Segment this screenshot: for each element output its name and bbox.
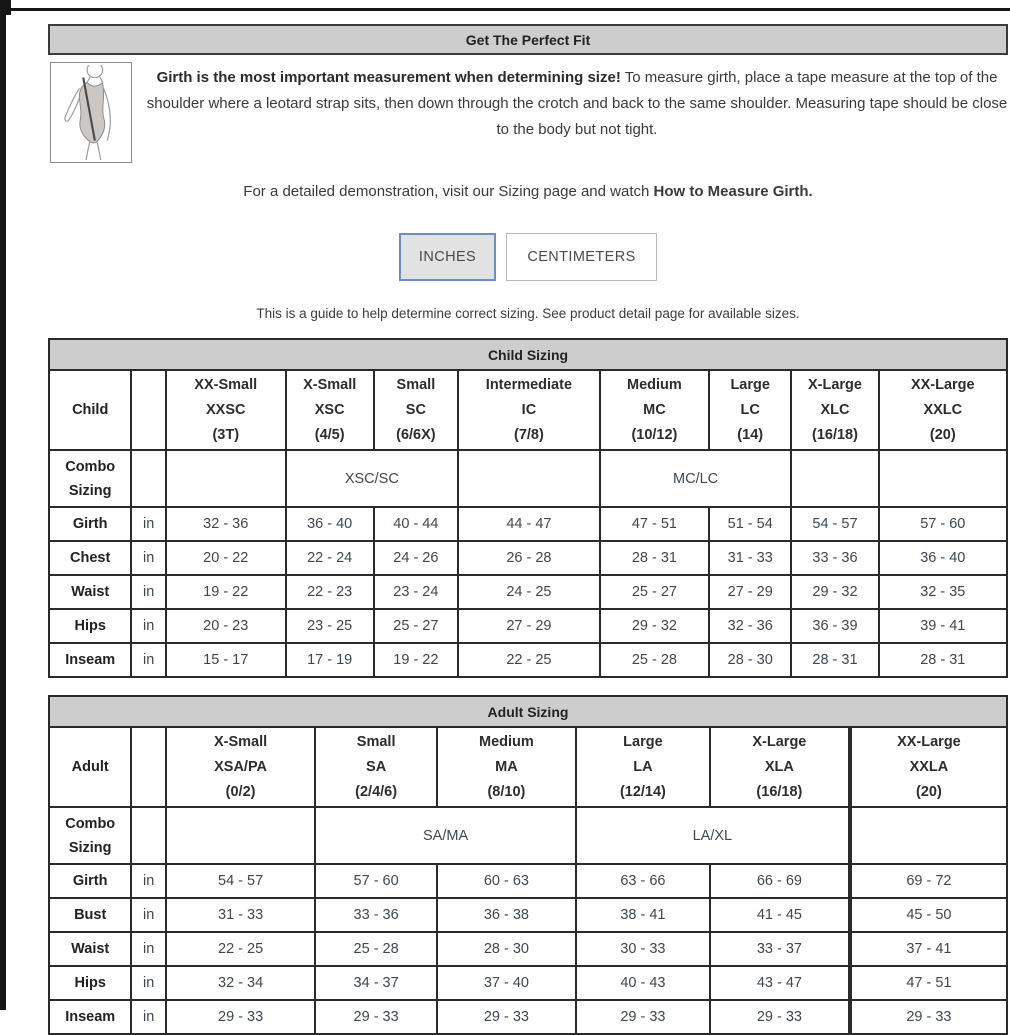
measurement-value: 32 - 34 [166, 966, 315, 1000]
measurement-value: 43 - 47 [710, 966, 850, 1000]
measurement-value: 29 - 32 [600, 609, 709, 643]
child-sizing-table [48, 338, 1008, 678]
page-title: Get The Perfect Fit [48, 24, 1008, 55]
measurement-value: 25 - 27 [600, 575, 709, 609]
measurement-value: 57 - 60 [879, 507, 1007, 541]
combo-sizing-cell: LA/XL [576, 807, 850, 864]
demo-text [48, 167, 1008, 200]
measurement-label: Hips [49, 609, 131, 643]
unit-toggle-group [48, 233, 1008, 281]
measurement-value: 28 - 31 [791, 643, 878, 677]
measurement-value: 40 - 44 [374, 507, 458, 541]
sizing-guide-panel [48, 0, 1008, 1035]
inches-button[interactable]: INCHES [399, 233, 496, 281]
demo-text-prefix: For a detailed demonstration, visit our Sizing page and watch [243, 183, 654, 200]
screenshot-corner-border [0, 0, 11, 15]
unit-header-cell [131, 370, 165, 450]
measurement-value: 23 - 25 [286, 609, 374, 643]
measurement-value: 28 - 31 [879, 643, 1007, 677]
measurement-value: 41 - 45 [710, 898, 850, 932]
measurement-value: 22 - 23 [286, 575, 374, 609]
size-column-header: X-Large XLA (16/18) [710, 727, 850, 807]
size-column-header: XX-Small XXSC (3T) [166, 370, 286, 450]
combo-sizing-label: Combo Sizing [49, 807, 131, 864]
measurement-value: 36 - 40 [879, 541, 1007, 575]
sizing-guide-note: This is a guide to help determine correct sizing. See product detail page for available sizes. [256, 306, 800, 321]
measurement-value: 36 - 40 [286, 507, 374, 541]
measurement-value: 28 - 30 [709, 643, 791, 677]
girth-instructions-bold-lead: Girth is the most important measurement when determining size! [156, 69, 621, 86]
measurement-value: 24 - 25 [458, 575, 600, 609]
screenshot-left-border [0, 0, 6, 1010]
measurement-value: 57 - 60 [315, 864, 437, 898]
measurement-label: Inseam [49, 1000, 131, 1034]
measurement-value: 37 - 41 [850, 932, 1007, 966]
adult-sizing-table [48, 695, 1008, 1035]
measurement-value: 23 - 24 [374, 575, 458, 609]
measurement-value: 20 - 23 [166, 609, 286, 643]
size-column-header: X-Small XSC (4/5) [286, 370, 374, 450]
measurement-value: 33 - 37 [710, 932, 850, 966]
combo-sizing-cell [166, 450, 286, 507]
measurement-value: 33 - 36 [791, 541, 878, 575]
unit-cell: in [131, 966, 165, 1000]
measurement-value: 25 - 28 [600, 643, 709, 677]
measurement-value: 44 - 47 [458, 507, 600, 541]
measurement-label: Girth [49, 864, 131, 898]
measurement-label: Girth [49, 507, 131, 541]
measurement-value: 22 - 24 [286, 541, 374, 575]
measurement-value: 38 - 41 [576, 898, 710, 932]
measurement-value: 36 - 39 [791, 609, 878, 643]
measurement-label: Bust [49, 898, 131, 932]
measurement-value: 34 - 37 [315, 966, 437, 1000]
size-column-header: XX-Large XXLA (20) [850, 727, 1007, 807]
measurement-value: 19 - 22 [166, 575, 286, 609]
measurement-label: Chest [49, 541, 131, 575]
measurement-value: 33 - 36 [315, 898, 437, 932]
measurement-value: 47 - 51 [600, 507, 709, 541]
combo-sizing-cell: MC/LC [600, 450, 792, 507]
unit-cell: in [131, 507, 165, 541]
size-column-header: X-Small XSA/PA (0/2) [166, 727, 315, 807]
table-title: Child Sizing [49, 339, 1007, 370]
combo-sizing-cell: SA/MA [315, 807, 576, 864]
unit-cell: in [131, 1000, 165, 1034]
measurement-value: 54 - 57 [166, 864, 315, 898]
measurement-value: 25 - 28 [315, 932, 437, 966]
measurement-value: 27 - 29 [458, 609, 600, 643]
girth-intro-section [48, 62, 1008, 200]
measurement-label: Waist [49, 932, 131, 966]
unit-cell: in [131, 609, 165, 643]
measurement-value: 47 - 51 [850, 966, 1007, 1000]
measurement-value: 29 - 32 [791, 575, 878, 609]
unit-cell: in [131, 864, 165, 898]
measurement-value: 51 - 54 [709, 507, 791, 541]
measurement-value: 63 - 66 [576, 864, 710, 898]
measurement-value: 22 - 25 [166, 932, 315, 966]
measurement-value: 60 - 63 [437, 864, 576, 898]
combo-sizing-cell [166, 807, 315, 864]
leotard-shape [79, 82, 104, 143]
size-column-header: Medium MC (10/12) [600, 370, 709, 450]
unit-cell: in [131, 932, 165, 966]
measurement-value: 24 - 26 [374, 541, 458, 575]
size-column-header: Large LA (12/14) [576, 727, 710, 807]
measurement-label: Hips [49, 966, 131, 1000]
combo-sizing-cell [850, 807, 1007, 864]
measurement-value: 37 - 40 [437, 966, 576, 1000]
measurement-value: 19 - 22 [374, 643, 458, 677]
measurement-value: 69 - 72 [850, 864, 1007, 898]
size-column-header: XX-Large XXLC (20) [879, 370, 1007, 450]
measurement-value: 28 - 30 [437, 932, 576, 966]
measurement-value: 29 - 33 [576, 1000, 710, 1034]
measurement-value: 27 - 29 [709, 575, 791, 609]
measurement-value: 22 - 25 [458, 643, 600, 677]
combo-sizing-cell: XSC/SC [286, 450, 458, 507]
unit-cell: in [131, 575, 165, 609]
measurement-value: 32 - 36 [709, 609, 791, 643]
unit-cell [131, 807, 165, 864]
unit-header-cell [131, 727, 165, 807]
measurement-value: 26 - 28 [458, 541, 600, 575]
table-corner-label: Adult [49, 727, 131, 807]
measurement-value: 20 - 22 [166, 541, 286, 575]
measurement-value: 29 - 33 [850, 1000, 1007, 1034]
measurement-value: 29 - 33 [315, 1000, 437, 1034]
measurement-value: 17 - 19 [286, 643, 374, 677]
size-column-header: Intermediate IC (7/8) [458, 370, 600, 450]
measurement-value: 32 - 35 [879, 575, 1007, 609]
demo-text-bold: How to Measure Girth. [653, 183, 813, 200]
measurement-value: 36 - 38 [437, 898, 576, 932]
measurement-value: 31 - 33 [166, 898, 315, 932]
unit-cell: in [131, 898, 165, 932]
combo-sizing-cell [458, 450, 600, 507]
combo-sizing-label: Combo Sizing [49, 450, 131, 507]
size-column-header: Medium MA (8/10) [437, 727, 576, 807]
combo-sizing-cell [791, 450, 878, 507]
table-title: Adult Sizing [49, 696, 1007, 727]
leotard-girth-diagram [50, 62, 132, 163]
girth-instructions-body: To measure girth, place a tape measure at the top of the shoulder where a leotard strap sits, then down through the crotch and back to the same shoulder. Measuring tape should be close to the body but not tight. [146, 69, 1008, 138]
measurement-value: 39 - 41 [879, 609, 1007, 643]
measurement-value: 30 - 33 [576, 932, 710, 966]
unit-cell: in [131, 643, 165, 677]
unit-cell [131, 450, 165, 507]
measurement-value: 29 - 33 [437, 1000, 576, 1034]
measurement-value: 29 - 33 [166, 1000, 315, 1034]
measurement-value: 54 - 57 [791, 507, 878, 541]
measurement-label: Inseam [49, 643, 131, 677]
measurement-value: 66 - 69 [710, 864, 850, 898]
leotard-illustration-svg [53, 65, 129, 160]
measurement-value: 25 - 27 [374, 609, 458, 643]
unit-cell: in [131, 541, 165, 575]
size-column-header: Large LC (14) [709, 370, 791, 450]
measurement-value: 45 - 50 [850, 898, 1007, 932]
measurement-value: 40 - 43 [576, 966, 710, 1000]
centimeters-button[interactable]: CENTIMETERS [506, 233, 657, 281]
measurement-value: 31 - 33 [709, 541, 791, 575]
measurement-value: 28 - 31 [600, 541, 709, 575]
size-column-header: X-Large XLC (16/18) [791, 370, 878, 450]
girth-instructions-text [48, 62, 1008, 143]
size-column-header: Small SC (6/6X) [374, 370, 458, 450]
measurement-label: Waist [49, 575, 131, 609]
measurement-value: 29 - 33 [710, 1000, 850, 1034]
measurement-value: 32 - 36 [166, 507, 286, 541]
measurement-value: 15 - 17 [166, 643, 286, 677]
table-corner-label: Child [49, 370, 131, 450]
combo-sizing-cell [879, 450, 1007, 507]
size-column-header: Small SA (2/4/6) [315, 727, 437, 807]
